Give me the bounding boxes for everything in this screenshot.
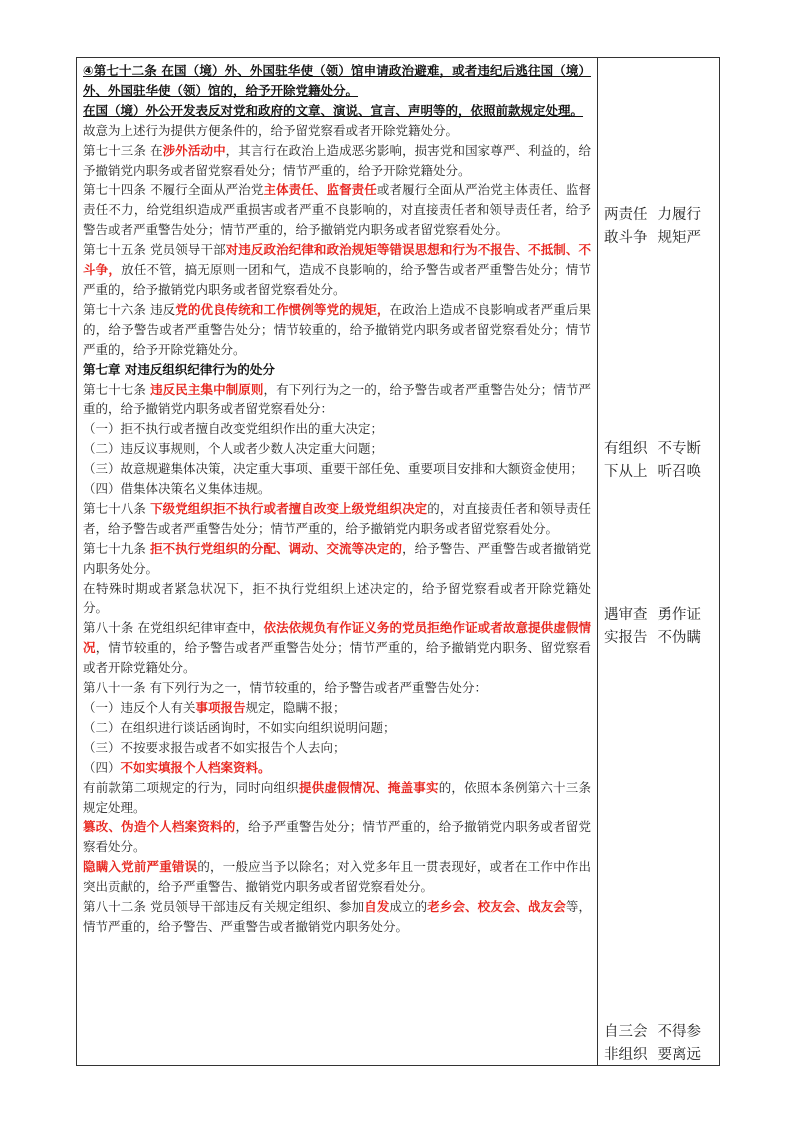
side-note-text: 有组织 bbox=[604, 441, 648, 457]
paragraph-text: （二）在组织进行谈话函询时，不如实向组织说明问题； bbox=[83, 719, 396, 735]
provision-paragraph bbox=[83, 380, 591, 420]
highlighted-text: 下级党组织拒不执行或者擅自改变上级党组织决定 bbox=[150, 500, 428, 516]
paragraph-text: 故意为上述行为提供方便条件的，给予留党察看或者开除党籍处分。 bbox=[83, 122, 459, 138]
side-note-text: 不得参 bbox=[657, 1024, 701, 1040]
side-note-text: 力履行 bbox=[657, 207, 701, 223]
provision-paragraph bbox=[83, 180, 591, 240]
paragraph-text: 在国（境）外公开发表反对党和政府的文章、演说、宣言、声明等的，依照前款规定处理。 bbox=[83, 102, 584, 118]
provision-paragraph bbox=[83, 897, 591, 937]
paragraph-text: 放任不管，搞无原则一团和气，造成不良影响的，给予警告或者严重警告处分；情节严重的，给予撤销党内职务或者留党察看处分。 bbox=[83, 262, 591, 297]
provision-paragraph bbox=[83, 479, 591, 499]
paragraph-text: 成立的 bbox=[389, 899, 428, 915]
provision-paragraph bbox=[83, 499, 591, 539]
paragraph-text: ，情节较重的，给予警告或者严重警告处分；情节严重的，给予撤销党内职务、留党察看或者开除党籍处分。 bbox=[83, 640, 591, 676]
provision-paragraph bbox=[83, 678, 591, 698]
paragraph-text: 第七十五条 党员领导干部 bbox=[83, 242, 226, 258]
provision-paragraph bbox=[83, 419, 591, 439]
paragraph-text: （二）违反议事规则，个人或者少数人决定重大问题； bbox=[83, 441, 384, 457]
side-note-text: 不伪瞒 bbox=[657, 630, 701, 646]
highlighted-text: 依法依规负有作证义务的党员拒绝作证或者故意提供虚假情况 bbox=[83, 620, 591, 656]
side-note-text: 不专断 bbox=[657, 441, 701, 457]
paragraph-text: 在特殊时期或者紧急状况下，拒不执行党组织上述决定的，给予留党察看或者开除党籍处分。 bbox=[83, 580, 591, 616]
highlighted-text: 老乡会、校友会、战友会 bbox=[427, 899, 566, 915]
provision-paragraph bbox=[83, 439, 591, 459]
provision-paragraph bbox=[83, 360, 591, 380]
paragraph-text: （三）不按要求报告或者不如实报告个人去向； bbox=[83, 739, 346, 755]
provisions-column bbox=[77, 58, 598, 1065]
highlighted-text: 自发 bbox=[364, 899, 390, 915]
highlighted-text: 主体责任、监督责任 bbox=[263, 182, 377, 198]
highlighted-text: 对违反政治纪律和政治规矩等错误思想和行为不报告、不抵制、不斗争， bbox=[83, 242, 591, 278]
paragraph-text: 第八十二条 党员领导干部违反有关规定组织、参加 bbox=[83, 899, 365, 915]
provision-paragraph bbox=[83, 300, 591, 360]
paragraph-text: 第七十八条 bbox=[83, 500, 151, 516]
side-note-text: 遇审查 bbox=[604, 607, 648, 623]
paragraph-text: 的，对直接责任者和领导责任者，给予警告或者严重警告处分；情节严重的，给予撤销党内职务或者留党察看处分。 bbox=[83, 500, 591, 536]
provision-paragraph bbox=[83, 579, 591, 619]
highlighted-text: 违反民主集中制原则 bbox=[150, 381, 264, 397]
paragraph-text: 第七十九条 bbox=[83, 540, 151, 556]
side-note-1 bbox=[604, 204, 711, 250]
paragraph-text: 第七章 对违反组织纪律行为的处分 bbox=[83, 361, 275, 377]
paragraph-text: （四）借集体决策名义集体违规。 bbox=[83, 481, 271, 497]
paragraph-text: 规定，隐瞒不报； bbox=[245, 700, 346, 715]
side-note-text: 规矩严 bbox=[657, 230, 701, 246]
paragraph-text: ，给予警告、严重警告或者撤销党内职务处分。 bbox=[83, 540, 591, 576]
paragraph-text: （一）拒不执行或者擅自改变党组织作出的重大决定； bbox=[83, 421, 384, 437]
highlighted-text: 篡改、伪造个人档案资料的 bbox=[83, 819, 236, 835]
provision-paragraph bbox=[83, 738, 591, 758]
side-note-text: 听召唤 bbox=[657, 464, 701, 480]
provision-paragraph bbox=[83, 817, 591, 857]
paragraph-text: ，其言行在政治上造成恶劣影响，损害党和国家尊严、利益的，给予撤销党内职务或者留党察看处分；情节严重的，给予开除党籍处分。 bbox=[83, 142, 591, 178]
paragraph-text: 在政治上造成不良影响或者严重后果的，给予警告或者严重警告处分；情节较重的，给予撤销党内职务或者留党察看处分；情节严重的，给予开除党籍处分。 bbox=[83, 301, 591, 357]
paragraph-text: （三）故意规避集体决策，决定重大事项、重要干部任免、重要项目安排和大额资金使用； bbox=[83, 461, 584, 477]
side-note-4 bbox=[604, 1021, 711, 1067]
highlighted-text: 党的优良传统和工作惯例等党的规矩， bbox=[175, 301, 390, 317]
side-note-text: 两责任 bbox=[604, 207, 648, 223]
provision-paragraph bbox=[83, 758, 591, 778]
provision-paragraph bbox=[83, 539, 591, 579]
side-note-2 bbox=[604, 438, 711, 484]
paragraph-text: ④第七十二条 在国（境）外、外国驻华使（领）馆申请政治避难，或者违纪后逃往国（境）外、外国驻华使（领）馆的，给予开除党籍处分。 bbox=[83, 63, 591, 98]
document-table bbox=[76, 57, 720, 1066]
paragraph-text: 第八十一条 有下列行为之一，情节较重的，给予警告或者严重警告处分： bbox=[83, 680, 487, 696]
provision-paragraph bbox=[83, 857, 591, 897]
highlighted-text: 不如实填报个人档案资料。 bbox=[120, 759, 271, 775]
paragraph-text: 的，一般应当予以除名；对入党多年且一贯表现好，或者在工作中作出突出贡献的，给予严重警告、撤销党内职务或者留党察看处分。 bbox=[83, 859, 591, 895]
provision-paragraph bbox=[83, 141, 591, 181]
paragraph-text: 第七十四条 不履行全面从严治党 bbox=[83, 182, 264, 198]
highlighted-text: 拒不执行党组织的分配、调动、交流等决定的 bbox=[150, 540, 403, 556]
paragraph-text: ，有下列行为之一的，给予警告或者严重警告处分；情节严重的，给予撤销党内职务或者留党察看处分： bbox=[83, 381, 591, 417]
highlighted-text: 提供虚假情况、掩盖事实 bbox=[298, 779, 439, 795]
provision-paragraph bbox=[83, 778, 591, 818]
paragraph-text: （四） bbox=[83, 759, 121, 775]
provision-paragraph bbox=[83, 718, 591, 738]
provision-paragraph bbox=[83, 459, 591, 479]
provision-paragraph bbox=[83, 240, 591, 300]
paragraph-text: 等，情节严重的，给予警告、严重警告或者撤销党内职务处分。 bbox=[83, 899, 591, 934]
paragraph-text: ，给予严重警告处分；情节严重的，给予撤销党内职务或者留党察看处分。 bbox=[83, 819, 591, 855]
paragraph-text: 第七十七条 bbox=[83, 381, 151, 397]
paragraph-text: （一）违反个人有关 bbox=[83, 700, 196, 715]
provision-paragraph bbox=[83, 101, 591, 121]
provision-paragraph bbox=[83, 121, 591, 141]
paragraph-text: 有前款第二项规定的行为，同时向组织 bbox=[83, 779, 299, 795]
paragraph-text: 第七十六条 违反 bbox=[83, 301, 176, 317]
side-note-text: 勇作证 bbox=[657, 607, 701, 623]
side-note-text: 自三会 bbox=[604, 1024, 648, 1040]
mnemonic-column bbox=[598, 58, 719, 1065]
highlighted-text: 隐瞒入党前严重错误 bbox=[83, 859, 198, 875]
paragraph-text: 第八十条 在党组织纪律审查中， bbox=[83, 620, 264, 636]
provision-paragraph bbox=[83, 61, 591, 101]
side-note-text: 实报告 bbox=[604, 630, 648, 646]
side-note-3 bbox=[604, 604, 711, 650]
paragraph-text: 的，依照本条例第六十三条规定处理。 bbox=[83, 779, 591, 815]
paragraph-text: 或者履行全面从严治党主体责任、监督责任不力，给党组织造成严重损害或者严重不良影响的，对直接责任者和领导责任者，给予警告或者严重警告处分；情节严重的，给予撤销党内职务或者留党察看处分。 bbox=[83, 182, 591, 238]
paragraph-text: 第七十三条 在 bbox=[83, 142, 163, 158]
side-note-text: 非组织 bbox=[604, 1047, 648, 1063]
side-note-text: 敢斗争 bbox=[604, 230, 648, 246]
side-note-text: 要离远 bbox=[657, 1047, 701, 1063]
highlighted-text: 涉外活动中 bbox=[162, 142, 226, 158]
side-note-text: 下从上 bbox=[604, 464, 648, 480]
highlighted-text: 事项报告 bbox=[195, 700, 246, 715]
provision-paragraph bbox=[83, 618, 591, 678]
provision-paragraph bbox=[83, 698, 591, 718]
